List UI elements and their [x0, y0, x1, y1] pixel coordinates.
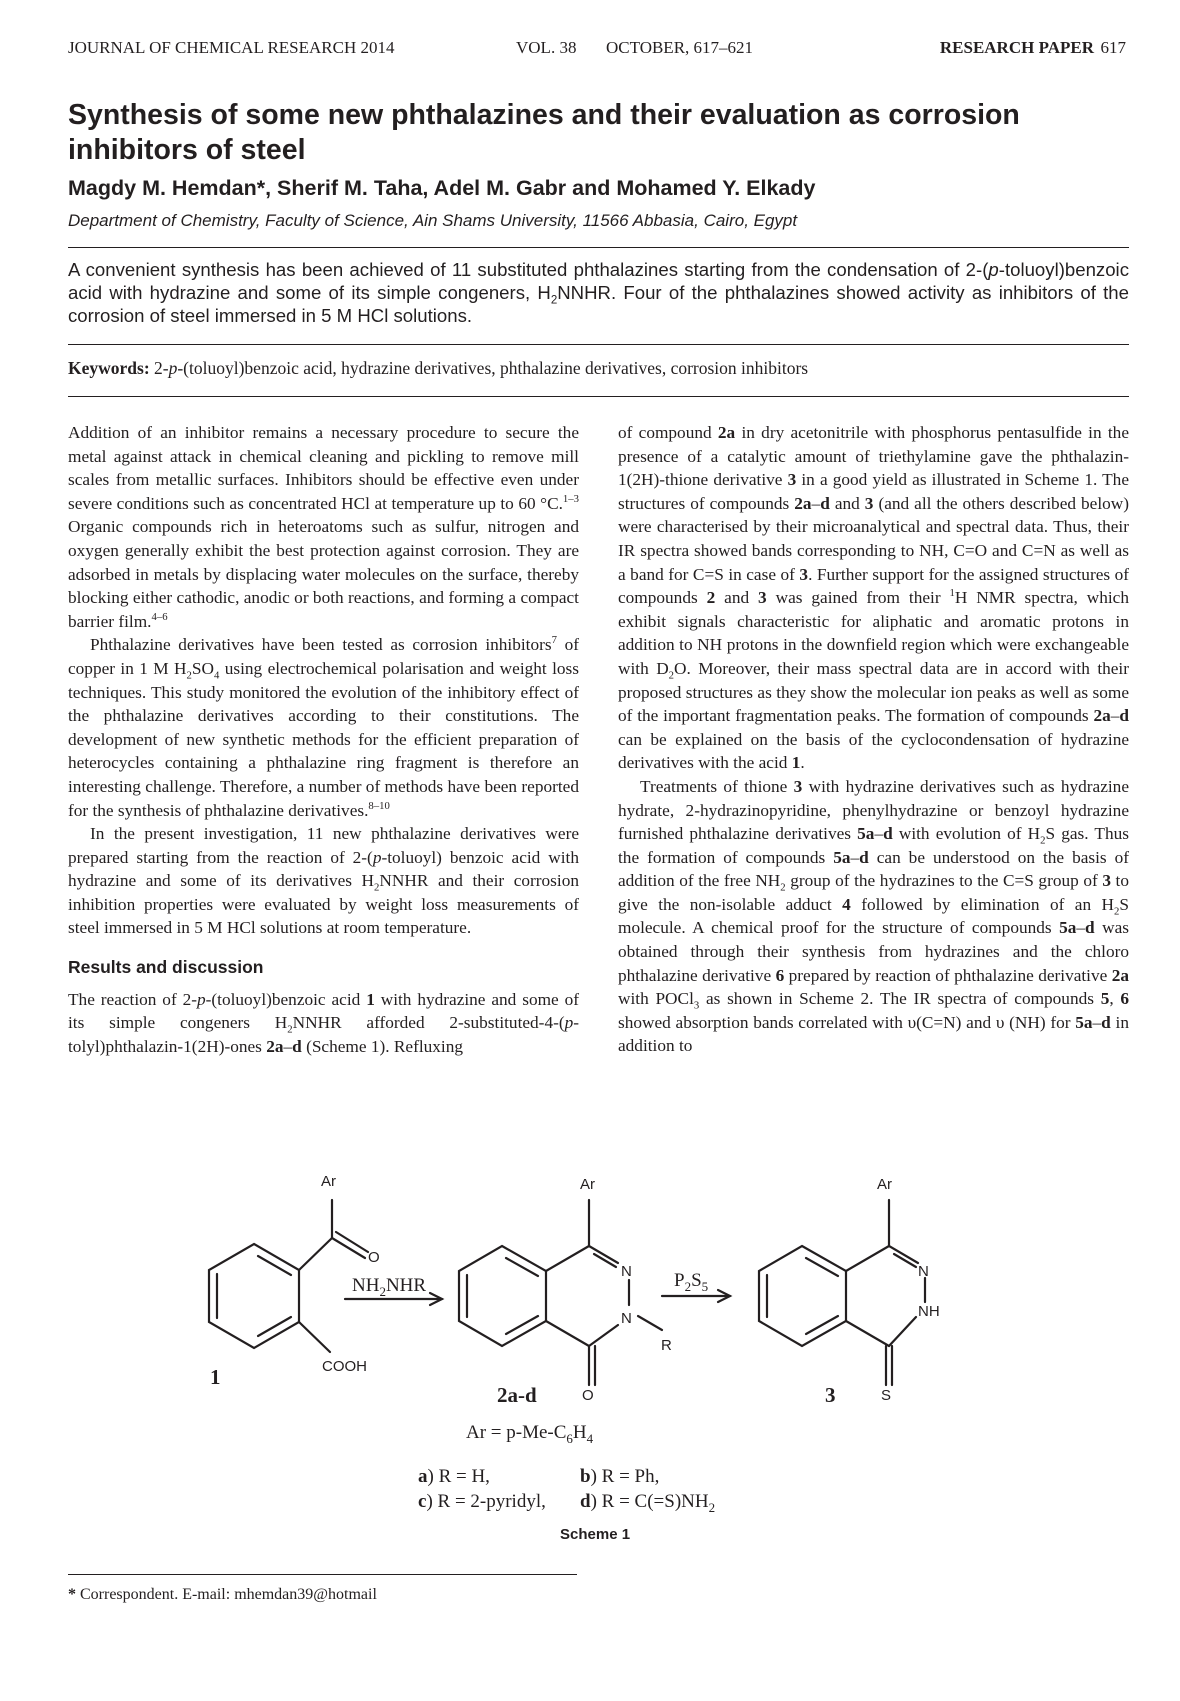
rule-above-abstract — [68, 247, 1129, 248]
ar-label-compound-2: Ar — [580, 1176, 595, 1193]
volume: VOL. 38 — [516, 38, 577, 57]
nitrogen-label-2: N — [621, 1310, 632, 1327]
substituent-d: d) $R = C(=S)NH_2$ — [580, 1491, 716, 1515]
abstract: A convenient synthesis has been achieved of 11 substituted phthalazines starting from the condensation of 2-(p-toluoyl)benzoic acid with hydrazine and some of its simple congeners, $H_2NNHR$. Four of the phthalazines showed activity as inhibitors of the corrosion of steel immersed in 5 M HCl solutions. — [68, 259, 1129, 326]
paragraph-phthalazine-background: Phthalazine derivatives have been tested as corrosion inhibitors$^7$ of copper in 1 M $H_2SO_4$ using electrochemical polarisation and weight loss techniques. This study monitored the evolution of the inhibitory effect of the phthalazine derivatives according to their constitutions. The development of new synthetic methods for the efficient preparation of heterocycles containing a phthalazine ring fragment is therefore an interesting challenge. Therefore, a number of methods have been reported for the synthesis of phthalazine derivatives.$^{8-10}$ — [68, 634, 580, 820]
footnote-rule — [68, 1574, 577, 1575]
rule-above-keywords — [68, 344, 1129, 345]
compound-number-1: 1 — [210, 1365, 221, 1389]
issue-date: OCTOBER, 617–621 — [606, 38, 754, 57]
reagent-p2s5: $P_2S_5$ — [674, 1270, 709, 1294]
section-heading: Results and discussion — [68, 957, 264, 978]
paragraph-present-investigation: In the present investigation, 11 new phthalazine derivatives were prepared starting from the reaction of 2-(p-toluoyl) benzoic acid with hydrazine and some of its derivatives $H_2NNHR$ and their corrosion inhibition properties were evaluated by weight loss measurements of steel immersed in 5 M HCl solutions at room temperature. — [68, 824, 579, 938]
compound-2a-d-structure — [459, 1200, 662, 1385]
page-number: 617 — [1100, 38, 1126, 57]
oxygen-label-compound-2: O — [582, 1387, 594, 1404]
paragraph-results: The reaction of 2-p-(toluoyl)benzoic acid 1 with hydrazine and some of its simple congeners $H_2NNHR$ afforded 2-substituted-4-(p-tolyl)phthalazin-1(2H)-ones 2a–d (Scheme 1). Refluxing — [68, 989, 579, 1056]
body-column-left — [68, 421, 579, 1058]
footnote: * Correspondent. E-mail: mhemdan39@hotmail — [68, 1586, 377, 1603]
substituent-c: c) R = 2-pyridyl, — [418, 1491, 546, 1512]
cooh-label: COOH — [322, 1358, 367, 1375]
paragraph-thione-treatment: Treatments of thione 3 with hydrazine derivatives such as hydrazine hydrate, 2-hydrazinopyridine, phenylhydrazine or benzoyl hydrazine furnished phthalazine derivatives 5a–d with evolution of $H_2S$ gas. Thus the formation of compounds 5a–d can be understood on the basis of addition of the free $NH_2$ group of the hydrazines to the C=S group of 3 to give the non-isolable adduct 4 followed by elimination of an $H_2S$ molecule. A chemical proof for the structure of compounds 5a–d was obtained through their synthesis from hydrazines and the chloro phthalazine derivative 6 prepared by reaction of phthalazine derivative 2a with POCl$_3$ as shown in Scheme 2. The IR spectra of compounds 5, 6 showed absorption bands correlated with υ(C=N) and υ (NH) for 5a–d in addition to — [618, 776, 1130, 1056]
journal-name: JOURNAL OF CHEMICAL RESEARCH 2014 — [68, 38, 395, 57]
running-head — [68, 38, 1126, 64]
compound-1-structure — [209, 1200, 368, 1352]
compound-number-2a-d: 2a-d — [497, 1383, 537, 1407]
keywords: Keywords: 2-p-(toluoyl)benzoic acid, hydrazine derivatives, phthalazine derivatives, corrosion inhibitors — [68, 358, 809, 378]
paragraph-characterisation: of compound 2a in dry acetonitrile with phosphorus pentasulfide in the presence of a catalytic amount of triethylamine gave the phthalazin-1(2H)-thione derivative 3 in a good yield as illustrated in Scheme 1. The structures of compounds 2a–d and 3 (and all the others described below) were characterised by their microanalytical and spectral data. Thus, their IR spectra showed bands corresponding to NH, C=O and C=N as well as a band for C=S in case of 3. Further support for the assigned structures of compounds 2 and 3 was gained from their $^1$H NMR spectra, which exhibit signals characteristic for aliphatic and aromatic protons in addition to NH protons in the downfield region which were exchangeable with $D_2O$. Moreover, their mass spectral data are in accord with their proposed structures as they show the molecular ion peaks as well as some of the important fragmentation peaks. The formation of compounds 2a–d can be explained on the basis of the cyclocondensation of hydrazine derivatives with the acid 1. — [618, 423, 1129, 773]
nh-label: NH — [918, 1303, 940, 1320]
keywords-label: Keywords: — [68, 358, 150, 378]
substituent-b: b) R = Ph, — [580, 1466, 660, 1487]
article-title: Synthesis of some new phthalazines and their evaluation as corrosion inhibitors of steel — [68, 99, 1020, 166]
rule-above-body — [68, 396, 1129, 397]
author-list: Magdy M. Hemdan*, Sherif M. Taha, Adel M. Gabr and Mohamed Y. Elkady — [68, 176, 816, 200]
nitrogen-label-1: N — [621, 1263, 632, 1280]
affiliation: Department of Chemistry, Faculty of Science, Ain Shams University, 11566 Abbasia, Cairo, Egypt — [68, 211, 798, 230]
ar-definition: $Ar = p-Me-C_6H_4$ — [466, 1422, 594, 1446]
oxygen-label-compound-1: O — [368, 1249, 380, 1266]
body-column-right — [618, 421, 1129, 1058]
compound-3-structure — [759, 1200, 925, 1385]
ar-label-compound-1: Ar — [321, 1173, 336, 1190]
ar-label-compound-3: Ar — [877, 1176, 892, 1193]
compound-number-3: 3 — [825, 1383, 836, 1407]
article-type: RESEARCH PAPER — [939, 38, 1094, 57]
sulfur-label: S — [881, 1387, 892, 1404]
nitrogen-label-3: N — [918, 1263, 929, 1280]
r-group-label: R — [661, 1337, 672, 1354]
substituent-a: a) R = H, — [418, 1466, 490, 1487]
benzene-ring-1 — [209, 1244, 299, 1348]
reaction-scheme — [150, 1160, 1050, 1520]
paragraph-intro: Addition of an inhibitor remains a necessary procedure to secure the metal against attack in chemical cleaning and pickling to remove mill scales from metallic surfaces. Inhibitors should be effective even under severe conditions such as concentrated HCl at temperature up to 60 °C.$^{1-3}$ Organic compounds rich in heteroatoms such as sulfur, nitrogen and oxygen generally exhibit the best protection against corrosion. They are adsorbed in metals by displacing water molecules on the surface, thereby blocking either cathodic, anodic or both reactions, and forming a compact barrier film.$^{4-6}$ — [68, 423, 579, 631]
scheme-caption: Scheme 1 — [560, 1526, 631, 1543]
reagent-hydrazine: $NH_2NHR$ — [352, 1275, 427, 1299]
